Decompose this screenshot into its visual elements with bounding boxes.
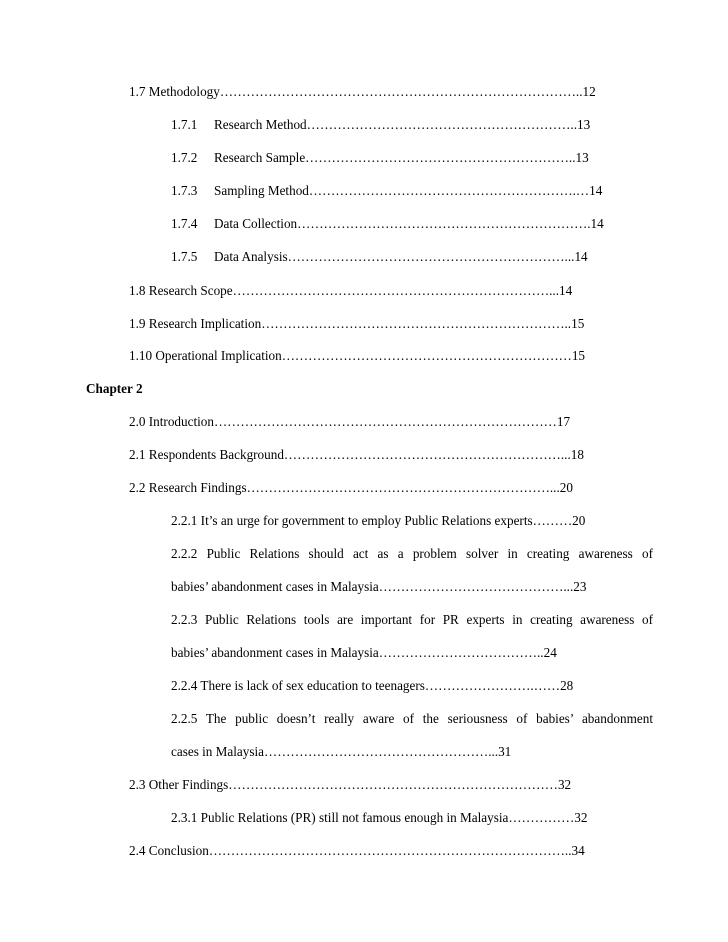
- toc-entry-1-7-1-number: 1.7.1: [171, 117, 198, 132]
- toc-entry-2-4: 2.4 Conclusion………………………………………………………………………..34: [129, 843, 585, 858]
- toc-entry-2-2-2-line2: babies’ abandonment cases in Malaysia……………………………………...23: [171, 579, 587, 594]
- toc-entry-1-7-5-number: 1.7.5: [171, 249, 198, 264]
- toc-entry-1-7-3: Sampling Method…………………………………………………….…14: [214, 183, 603, 198]
- toc-entry-1-7-2: Research Sample……………………………………………………..13: [214, 150, 589, 165]
- toc-entry-2-2-2-line1: 2.2.2 Public Relations should act as a problem solver in creating awareness of: [171, 546, 653, 561]
- toc-entry-2-3-1: 2.3.1 Public Relations (PR) still not famous enough in Malaysia……………32: [171, 810, 588, 825]
- toc-entry-2-2-4: 2.2.4 There is lack of sex education to teenagers…………………….……28: [171, 678, 574, 693]
- toc-entry-2-3: 2.3 Other Findings…………………………………………………………………32: [129, 777, 572, 792]
- toc-entry-1-9: 1.9 Research Implication……………………………………………………………..15: [129, 316, 585, 331]
- toc-entry-1-7-1: Research Method……………………………………………………..13: [214, 117, 591, 132]
- toc-entry-1-7: 1.7 Methodology………………………………………………………………………..12: [129, 84, 596, 99]
- toc-entry-1-7-3-number: 1.7.3: [171, 183, 198, 198]
- toc-entry-1-7-5: Data Analysis………………………………………………………...14: [214, 249, 588, 264]
- toc-entry-1-7-4-number: 1.7.4: [171, 216, 198, 231]
- chapter-heading: Chapter 2: [86, 381, 143, 396]
- toc-entry-1-8: 1.8 Research Scope………………………………………………………………...14: [129, 283, 573, 298]
- toc-entry-2-2-5-line1: 2.2.5 The public doesn’t really aware of the seriousness of babies’ abandonment: [171, 711, 653, 726]
- toc-entry-2-2-3-line2: babies’ abandonment cases in Malaysia………………………………..24: [171, 645, 557, 660]
- toc-entry-2-0: 2.0 Introduction……………………………………………………………………17: [129, 414, 571, 429]
- toc-entry-1-7-2-number: 1.7.2: [171, 150, 198, 165]
- toc-entry-2-1: 2.1 Respondents Background………………………………………………………...18: [129, 447, 584, 462]
- toc-entry-2-2-5-line2: cases in Malaysia……………………………………………...31: [171, 744, 512, 759]
- toc-entry-2-2: 2.2 Research Findings……………………………………………………………...20: [129, 480, 573, 495]
- toc-entry-2-2-1: 2.2.1 It’s an urge for government to employ Public Relations experts………20: [171, 513, 586, 528]
- toc-entry-1-10: 1.10 Operational Implication…………………………………………………………15: [129, 348, 586, 363]
- toc-entry-1-7-4: Data Collection………………………………………………………….14: [214, 216, 604, 231]
- toc-entry-2-2-3-line1: 2.2.3 Public Relations tools are important for PR experts in creating awareness of: [171, 612, 653, 627]
